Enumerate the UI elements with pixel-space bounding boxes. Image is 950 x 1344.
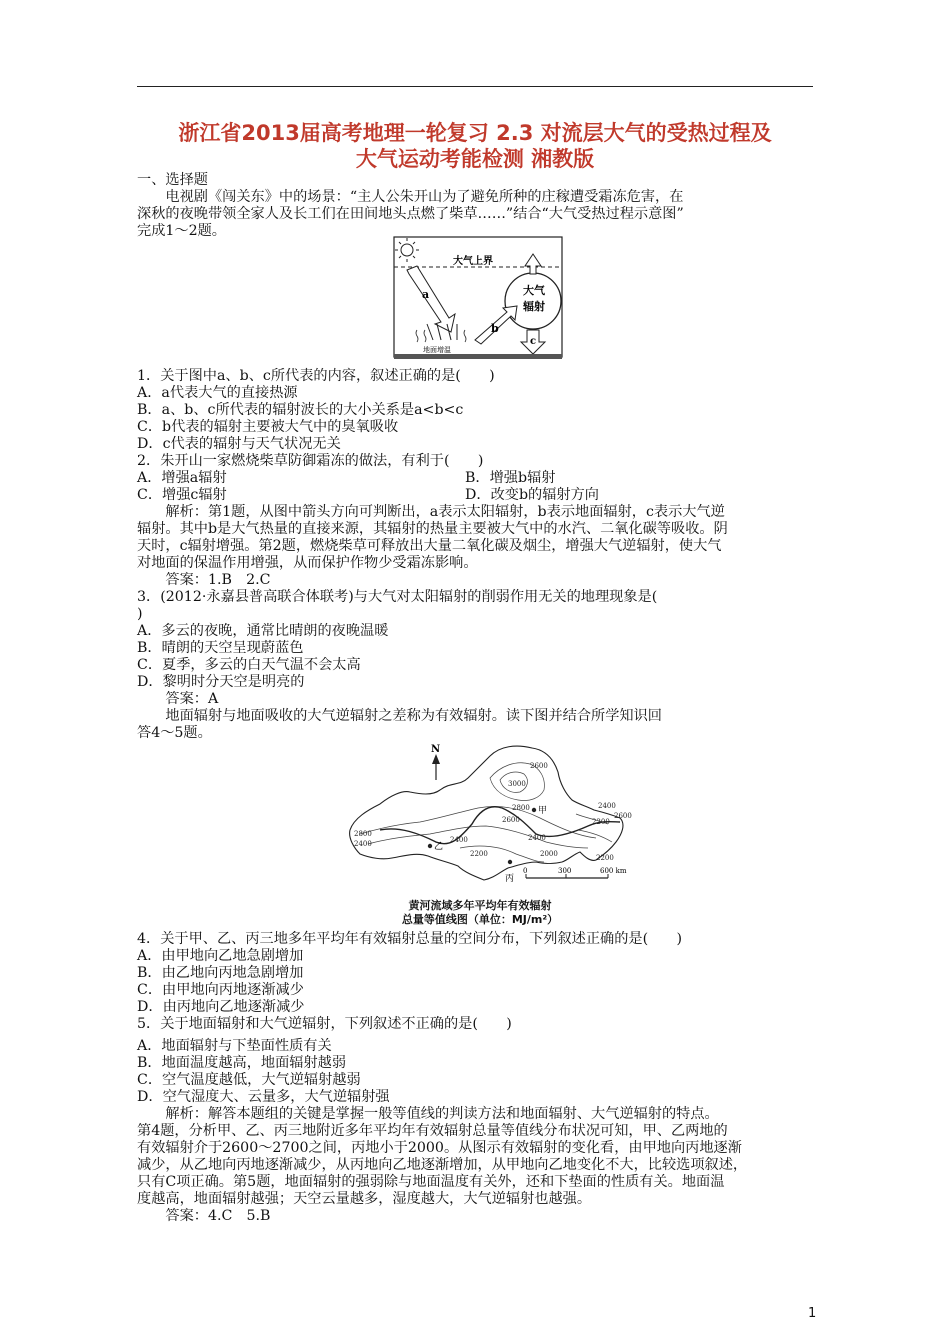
place-yi [428,841,443,852]
svg-text:2600: 2600 [530,762,548,770]
basin-outline [350,746,623,880]
analysis-line: 第4题，分析甲、乙、丙三地附近多年平均年有效辐射总量等值线分布状况可知，甲、乙两地的 [137,1123,728,1139]
svg-text:c: c [530,336,537,347]
question-4-option: B．由乙地向丙地急剧增加 [137,965,304,981]
question-5-option: D．空气湿度大、云量多，大气逆辐射强 [137,1089,390,1105]
question-3-stem-cont: ) [137,606,143,622]
analysis-line: 只有C项正确。第5题，地面辐射的强弱除与地面温度有关外，还和下垫面的性质有关。地面温 [137,1174,725,1190]
question-3-option: C．夏季，多云的白天气温不会太高 [137,657,361,673]
question-1-option: A．a代表大气的直接热源 [137,385,298,401]
page-number: 1 [808,1306,817,1321]
answer-line: 答案：A [137,691,219,707]
svg-text:2400: 2400 [598,802,616,810]
svg-text:2400: 2400 [354,840,372,848]
arrow-b [475,306,517,344]
question-2-stem: 2．朱开山一家燃烧柴草防御霜冻的做法，有利于( ) [137,453,484,469]
question-1-option: D．c代表的辐射与天气状况无关 [137,436,341,452]
question-3-stem: 3．(2012·永嘉县普高联合体联考)与大气对太阳辐射的削弱作用无关的地理现象是( [137,589,658,605]
diagram-ground-label: 地面增温 [423,346,451,354]
diagram-label-top: 大气上界 [453,256,493,267]
river-line [380,807,620,844]
svg-text:2400: 2400 [450,836,468,844]
intro-line: 完成1～2题。 [137,223,226,239]
svg-text:辐射: 辐射 [523,300,545,313]
svg-text:2200: 2200 [470,850,488,858]
analysis-line: 度越高，地面辐射越强；天空云量越多，湿度越大，大气逆辐射也越强。 [137,1191,592,1207]
question-1-option: B．a、b、c所代表的辐射波长的大小关系是a<b<c [137,402,464,418]
svg-text:2600: 2600 [614,812,632,820]
question-2-option-d: D．改变b的辐射方向 [465,487,599,503]
svg-text:2800: 2800 [354,830,372,838]
arrow-a [407,266,455,332]
analysis-line: 辐射。其中b是大气热量的直接来源，其辐射的热量主要被大气中的水汽、二氧化碳等吸收。阴 [137,521,728,537]
atmosphere-heating-diagram [393,236,563,366]
svg-text:2000: 2000 [540,850,558,858]
svg-text:2400: 2400 [528,834,546,842]
intro-line: 答4～5题。 [137,725,212,741]
analysis-line: 减少，从乙地向丙地逐渐减少，从丙地向乙地逐渐增加，从甲地向乙地变化不大，比较选项叙述， [137,1157,748,1173]
question-4-stem: 4．关于甲、乙、丙三地多年平均年有效辐射总量的空间分布，下列叙述正确的是( ) [137,931,683,947]
map-caption-line1: 黄河流域多年平均年有效辐射 [408,899,552,912]
place-bing [505,860,514,884]
svg-text:a: a [422,288,430,301]
header-rule [137,86,813,87]
intro-line: 地面辐射与地面吸收的大气逆辐射之差称为有效辐射。读下图并结合所学知识回 [137,708,662,724]
question-1-stem: 1．关于图中a、b、c所代表的内容，叙述正确的是( ) [137,368,495,384]
doc-title-line2: 大气运动考能检测 湘教版 [355,147,595,171]
analysis-line: 对地面的保温作用增强，从而保护作物少受霜冻影响。 [137,555,478,571]
question-4-option: C．由甲地向丙地逐渐减少 [137,982,304,998]
question-5-option: A．地面辐射与下垫面性质有关 [137,1038,332,1054]
analysis-line: 解析：第1题，从图中箭头方向可判断出，a表示太阳辐射，b表示地面辐射，c表示大气逆 [137,504,725,520]
question-2-option-c: C．增强c辐射 [137,487,227,503]
intro-line: 电视剧《闯关东》中的场景：“主人公朱开山为了避免所种的庄稼遭受霜冻危害，在 [137,189,684,205]
analysis-line: 解析：解答本题组的关键是掌握一般等值线的判读方法和地面辐射、大气逆辐射的特点。 [137,1106,719,1122]
svg-text:乙: 乙 [434,842,444,852]
question-5-stem: 5．关于地面辐射和大气逆辐射，下列叙述不正确的是( ) [137,1016,512,1032]
question-4-option: A．由甲地向乙地急剧增加 [137,948,304,964]
svg-text:3000: 3000 [508,780,526,788]
analysis-line: 有效辐射介于2600～2700之间，丙地小于2000。从图示有效辐射的变化看，由甲地向丙地逐渐 [137,1140,742,1156]
arrow-c [521,330,545,354]
question-2-option-a: A．增强a辐射 [137,470,227,486]
question-3-option: D．黎明时分天空是明亮的 [137,674,305,690]
svg-text:甲: 甲 [538,806,548,816]
place-jia [532,805,547,816]
svg-text:0: 0 [523,867,528,875]
svg-text:b: b [491,322,499,335]
svg-text:600 km: 600 km [600,867,627,875]
scale-bar [523,867,627,878]
yellow-river-radiation-map [340,738,640,898]
sun-icon [395,238,419,262]
question-4-option: D．由丙地向乙地逐渐减少 [137,999,305,1015]
question-3-option: B．晴朗的天空呈现蔚蓝色 [137,640,304,656]
svg-text:300: 300 [558,867,572,875]
svg-text:大气: 大气 [523,284,545,297]
map-caption-line2: 总量等值线图（单位：MJ/m²） [401,913,559,926]
svg-text:2200: 2200 [592,818,610,826]
intro-line: 深秋的夜晚带领全家人及长工们在田间地头点燃了柴草……”结合“大气受热过程示意图” [137,206,684,222]
north-arrow-icon [431,744,440,780]
answer-line: 答案：4.C 5.B [137,1208,271,1224]
answer-line: 答案：1.B 2.C [137,572,271,588]
doc-title-line1: 浙江省2013届高考地理一轮复习 2.3 对流层大气的受热过程及 [178,121,772,145]
analysis-line: 天时，c辐射增强。第2题，燃烧柴草可释放出大量二氧化碳及烟尘，增强大气逆辐射，使大气 [137,538,722,554]
svg-text:2600: 2600 [502,816,520,824]
svg-text:丙: 丙 [505,874,515,884]
svg-text:2800: 2800 [512,804,530,812]
section-heading: 一、选择题 [137,172,208,188]
question-1-option: C．b代表的辐射主要被大气中的臭氧吸收 [137,419,399,435]
question-5-option: B．地面温度越高，地面辐射越弱 [137,1055,347,1071]
question-2-option-b: B．增强b辐射 [465,470,556,486]
question-3-option: A．多云的夜晚，通常比晴朗的夜晚温暖 [137,623,389,639]
svg-text:2200: 2200 [596,854,614,862]
question-5-option: C．空气温度越低，大气逆辐射越弱 [137,1072,361,1088]
svg-text:N: N [431,744,441,755]
